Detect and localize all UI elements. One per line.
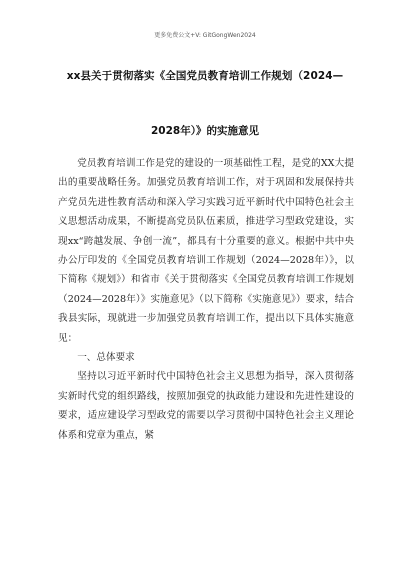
paragraph-intro: 党员教育培训工作是党的建设的一项基础性工程，是党的XX大提出的重要战略任务。加强党员教育培训工作，对于巩固和发展保持共产党员先进性教育活动和深入学习实践习近平新时代中国特色社会主义思想活动成果，不断提高党员队伍素质，推进学习型政党建设，实现xx“跨越发展、争创一流”，都具有十分重要的意义。根据中共中央办公厅印发的《全国党员教育培训工作规划（2024—2028年）》，以下简称《规划》）和省市《关于贯彻落实《全国党员教育培训工作规划（2024—2028年）》实施意见》（以下简称《实施意见》）要求，结合我县实际，现就进一步加强党员教育培训工作，提出以下具体实施意见： — [58, 158, 354, 344]
document-title-line-2: 2028年）》的实施意见 — [151, 125, 259, 137]
header-watermark: 更多免费公文+V: GitGongWen2024 — [154, 32, 256, 39]
paragraph-general-requirements: 坚持以习近平新时代中国特色社会主义思想为指导，深入贯彻落实新时代党的组织路线，按照加强党的执政能力建设和先进性建设的要求，适应建设学习型政党的需要以学习贯彻中国特色社会主义理论体系和党章为重点，紧 — [58, 371, 354, 441]
document-title-line-1: xx县关于贯彻落实《全国党员教育培训工作规划（2024— — [66, 70, 344, 82]
section-heading-general-requirements: 一、总体要求 — [77, 352, 135, 364]
document-body — [58, 154, 354, 445]
